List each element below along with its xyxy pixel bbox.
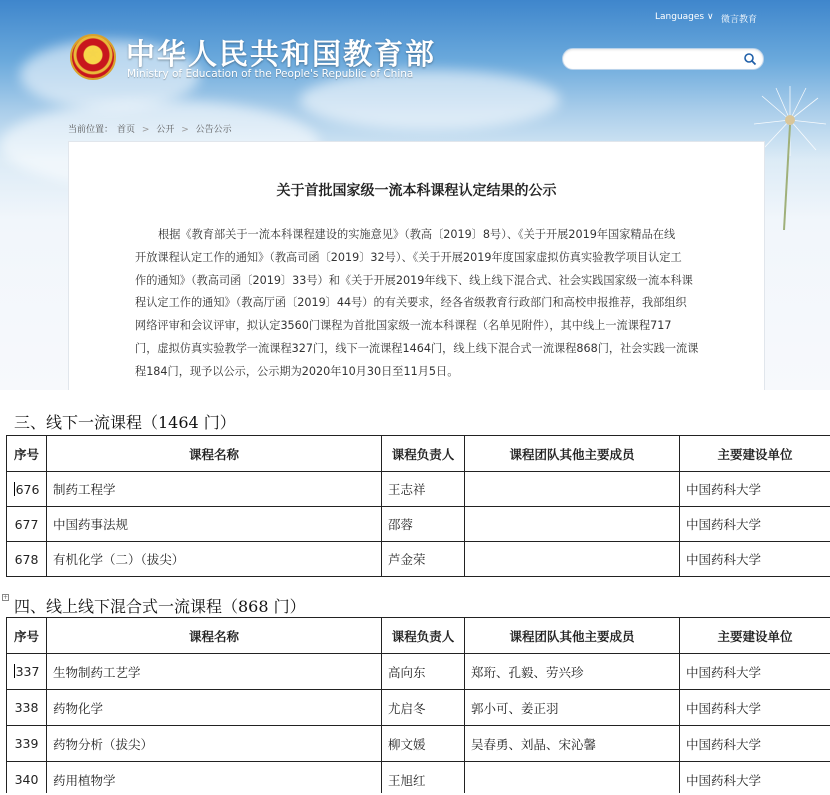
row-unit: 中国药科大学 [680, 690, 830, 726]
breadcrumb [68, 122, 236, 135]
row-lead: 王志祥 [382, 472, 465, 507]
row-lead: 高向东 [382, 654, 465, 690]
col-header-course-name: 课程名称 [47, 436, 382, 472]
article-body [135, 224, 710, 384]
offline-course-table [6, 435, 830, 577]
col-header-no: 序号 [7, 618, 47, 654]
col-header-team: 课程团队其他主要成员 [465, 618, 680, 654]
national-emblem-logo[interactable] [70, 34, 116, 80]
article-panel [68, 141, 765, 390]
blended-course-table [6, 617, 830, 795]
row-unit: 中国药科大学 [680, 762, 830, 795]
article-line: 门，虚拟仿真实验教学一流课程327门，线下一流课程1464门，线上线下混合式一流课程868门，社会实践一流课 [135, 341, 699, 355]
row-no: 339 [7, 726, 47, 762]
row-no[interactable]: 676 [7, 472, 47, 507]
row-lead: 芦金荣 [382, 542, 465, 577]
languages-menu[interactable]: Languages ∨ [655, 12, 714, 22]
row-unit: 中国药科大学 [680, 472, 830, 507]
article-title: 关于首批国家级一流本科课程认定结果的公示 [276, 183, 557, 199]
col-header-unit: 主要建设单位 [680, 618, 830, 654]
breadcrumb-separator: > [181, 125, 189, 135]
article-line: 作的通知》（教高司函〔2019〕33号）和《关于开展2019年线下、线上线下混合式、社会实践国家级一流本科课 [135, 273, 693, 287]
article-line: 根据《教育部关于一流本科课程建设的实施意见》（教高〔2019〕8号）、《关于开展2019年国家精品在线 [158, 228, 676, 241]
row-no[interactable]: 337 [7, 654, 47, 690]
section4-heading: 四、线上线下混合式一流课程（868 门） [14, 597, 306, 616]
table-move-handle-icon[interactable]: + [3, 594, 9, 601]
row-team: 吴春勇、刘晶、宋沁馨 [465, 726, 680, 762]
row-course-name: 中国药事法规 [47, 507, 382, 542]
row-no: 340 [7, 762, 47, 795]
screenshot-cut [0, 577, 830, 595]
weibo-link[interactable]: 微言教育 [721, 15, 758, 25]
breadcrumb-prefix: 当前位置： [68, 125, 114, 135]
web-page-capture [0, 0, 830, 390]
breadcrumb-item-public[interactable]: 公开 [156, 125, 175, 135]
col-header-team: 课程团队其他主要成员 [465, 436, 680, 472]
article-line: 程184门，现予以公示，公示期为2020年10月30日至11月5日。 [135, 364, 459, 378]
row-course-name: 药用植物学 [47, 762, 382, 795]
col-header-unit: 主要建设单位 [680, 436, 830, 472]
text-cursor [14, 482, 15, 496]
site-subtitle: Ministry of Education of the People's Republic of China [127, 68, 414, 80]
search-icon[interactable] [743, 52, 757, 66]
row-no: 678 [7, 542, 47, 577]
row-unit: 中国药科大学 [680, 507, 830, 542]
row-team: 郭小可、姜正羽 [465, 690, 680, 726]
article-line: 网络评审和会议评审，拟认定3560门课程为首批国家级一流本科课程（名单见附件），其中线上一流课程717 [135, 319, 672, 333]
search-input[interactable] [562, 48, 764, 70]
article-line: 程认定工作的通知》（教高厅函〔2019〕44号）的有关要求，经各省级教育行政部门和高校申报推荐，我部组织 [135, 296, 687, 310]
row-course-name: 制药工程学 [47, 472, 382, 507]
row-team [465, 762, 680, 795]
row-lead: 尤启冬 [382, 690, 465, 726]
table-row [7, 762, 830, 795]
row-course-name: 药物化学 [47, 690, 382, 726]
col-header-lead: 课程负责人 [382, 618, 465, 654]
row-team [465, 472, 680, 507]
row-lead: 邵蓉 [382, 507, 465, 542]
row-lead: 柳文媛 [382, 726, 465, 762]
row-no: 338 [7, 690, 47, 726]
table-row [7, 726, 830, 762]
col-header-no: 序号 [7, 436, 47, 472]
row-lead: 王旭红 [382, 762, 465, 795]
row-unit: 中国药科大学 [680, 726, 830, 762]
row-no: 677 [7, 507, 47, 542]
row-team [465, 507, 680, 542]
row-unit: 中国药科大学 [680, 654, 830, 690]
table-row [7, 542, 830, 577]
table-header-row [7, 618, 830, 654]
table-row [7, 690, 830, 726]
site-title[interactable]: 中华人民共和国教育部 [126, 37, 437, 71]
row-course-name: 有机化学（二）（拔尖） [47, 542, 382, 577]
row-team: 郑珩、孔毅、劳兴珍 [465, 654, 680, 690]
table-row [7, 507, 830, 542]
table-row [7, 472, 830, 507]
article-line: 开放课程认定工作的通知》（教高司函〔2019〕32号）、《关于开展2019年度国家虚拟仿真实验教学项目认定工 [135, 250, 682, 264]
row-unit: 中国药科大学 [680, 542, 830, 577]
breadcrumb-item-home[interactable]: 首页 [117, 125, 136, 135]
col-header-lead: 课程负责人 [382, 436, 465, 472]
text-cursor [14, 664, 15, 678]
breadcrumb-separator: > [141, 125, 150, 135]
section3-heading: 三、线下一流课程（1464 门） [14, 413, 236, 432]
row-course-name: 药物分析（拔尖） [47, 726, 382, 762]
row-team [465, 542, 680, 577]
table-header-row [7, 436, 830, 472]
table-row [7, 654, 830, 690]
col-header-course-name: 课程名称 [47, 618, 382, 654]
row-course-name: 生物制药工艺学 [47, 654, 382, 690]
breadcrumb-item-notices[interactable]: 公告公示 [195, 125, 232, 135]
